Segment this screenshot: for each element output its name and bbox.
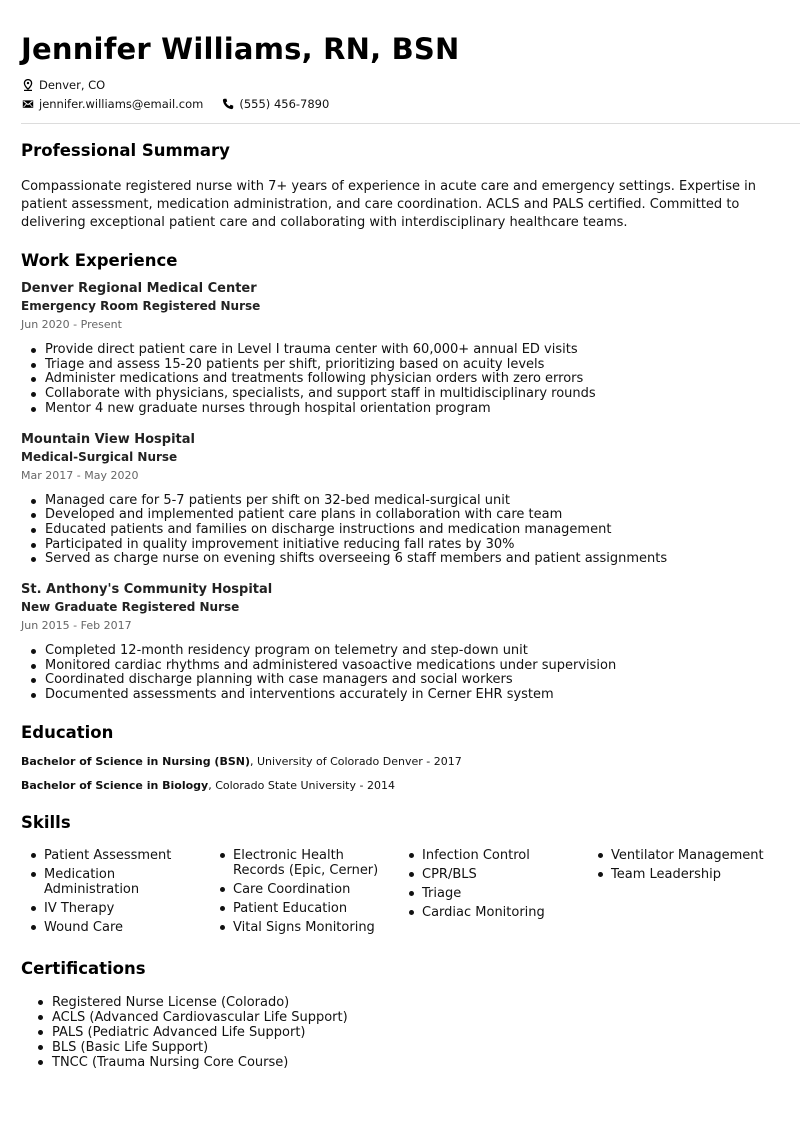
- list-item: Ventilator Management: [588, 848, 777, 863]
- list-item: CPR/BLS: [399, 867, 588, 882]
- job-bullets: [21, 644, 779, 703]
- contact-row-email-phone: [21, 94, 779, 113]
- education-entry: [21, 779, 779, 793]
- experience-heading: Work Experience: [21, 251, 178, 270]
- job-bullets: [21, 343, 779, 417]
- certifications-list: [21, 995, 779, 1070]
- list-item: Completed 12-month residency program on telemetry and step-down unit: [21, 644, 779, 659]
- list-item: Mentor 4 new graduate nurses through hospital orientation program: [21, 402, 779, 417]
- candidate-name: Jennifer Williams, RN, BSN: [21, 32, 460, 66]
- job-entry: [21, 581, 779, 703]
- list-item: Served as charge nurse on evening shifts overseeing 6 staff members and patient assignments: [21, 552, 779, 567]
- list-item: Participated in quality improvement initiative reducing fall rates by 30%: [21, 538, 779, 553]
- location-item: [21, 78, 105, 92]
- header-divider: [21, 123, 800, 124]
- job-company: St. Anthony's Community Hospital: [21, 582, 273, 598]
- list-item: Triage: [399, 886, 588, 901]
- list-item: ACLS (Advanced Cardiovascular Life Support): [21, 1010, 779, 1025]
- list-item: Monitored cardiac rhythms and administered vasoactive medications under supervision: [21, 659, 779, 674]
- job-company: Mountain View Hospital: [21, 431, 195, 447]
- list-item: Developed and implemented patient care plans in collaboration with care team: [21, 508, 779, 523]
- email-text[interactable]: jennifer.williams@email.com: [39, 96, 204, 111]
- location-pin-icon: [21, 78, 35, 92]
- education-section: [21, 722, 779, 793]
- summary-text: Compassionate registered nurse with 7+ years of experience in acute care and emergency settings. Expertise in patient assessment, medication administration, and care coordination. ACLS and PALS certified. Committed to delivering exceptional patient care and collaborating with interdisciplinary healthcare teams.: [21, 179, 756, 230]
- list-item: Patient Education: [210, 901, 399, 916]
- skills-heading: Skills: [21, 812, 71, 832]
- experience-section: [21, 250, 779, 703]
- contact-row-location: [21, 75, 779, 94]
- job-entry: [21, 280, 779, 417]
- phone-icon: [221, 97, 235, 111]
- certifications-heading: Certifications: [21, 958, 146, 978]
- job-title: New Graduate Registered Nurse: [21, 600, 240, 615]
- list-item: Team Leadership: [588, 867, 777, 882]
- phone-item[interactable]: [221, 97, 329, 111]
- skills-grid: [21, 848, 779, 939]
- education-detail: , Colorado State University - 2014: [208, 778, 395, 792]
- job-bullets: [21, 494, 779, 568]
- education-detail: , University of Colorado Denver - 2017: [250, 754, 462, 768]
- job-dates: Jun 2020 - Present: [21, 318, 122, 331]
- list-item: Triage and assess 15-20 patients per shift, prioritizing based on acuity levels: [21, 358, 779, 373]
- skills-column: [21, 848, 210, 939]
- job-title: Medical-Surgical Nurse: [21, 449, 178, 464]
- summary-heading: Professional Summary: [21, 141, 230, 160]
- email-item[interactable]: [21, 97, 203, 111]
- list-item: Coordinated discharge planning with case managers and social workers: [21, 673, 779, 688]
- list-item: Vital Signs Monitoring: [210, 920, 399, 935]
- list-item: Electronic Health Records (Epic, Cerner): [210, 848, 399, 878]
- list-item: Educated patients and families on discharge instructions and medication management: [21, 523, 779, 538]
- list-item: BLS (Basic Life Support): [21, 1040, 779, 1055]
- list-item: Collaborate with physicians, specialists, and support staff in multidisciplinary rounds: [21, 387, 779, 402]
- list-item: Medication Administration: [21, 867, 210, 897]
- job-company: Denver Regional Medical Center: [21, 281, 257, 296]
- list-item: Infection Control: [399, 848, 588, 863]
- envelope-icon: [21, 97, 35, 111]
- job-entry: [21, 431, 779, 568]
- skills-section: [21, 812, 779, 939]
- skills-column: [588, 848, 777, 939]
- education-degree: Bachelor of Science in Nursing (BSN): [21, 754, 251, 768]
- education-degree: Bachelor of Science in Biology: [21, 778, 209, 792]
- contact-info: [21, 75, 779, 113]
- list-item: Patient Assessment: [21, 848, 210, 863]
- job-dates: Mar 2017 - May 2020: [21, 468, 139, 482]
- list-item: IV Therapy: [21, 901, 210, 916]
- certifications-section: [21, 958, 779, 1070]
- phone-text[interactable]: (555) 456-7890: [239, 96, 330, 111]
- list-item: Registered Nurse License (Colorado): [21, 995, 779, 1010]
- job-dates: Jun 2015 - Feb 2017: [21, 619, 132, 633]
- summary-section: [21, 140, 779, 232]
- skills-column: [399, 848, 588, 939]
- list-item: Administer medications and treatments following physician orders with zero errors: [21, 372, 779, 387]
- skills-column: [210, 848, 399, 939]
- education-heading: Education: [21, 722, 114, 742]
- list-item: PALS (Pediatric Advanced Life Support): [21, 1025, 779, 1040]
- list-item: TNCC (Trauma Nursing Core Course): [21, 1055, 779, 1070]
- list-item: Provide direct patient care in Level I trauma center with 60,000+ annual ED visits: [21, 343, 779, 358]
- job-title: Emergency Room Registered Nurse: [21, 299, 261, 313]
- list-item: Wound Care: [21, 920, 210, 935]
- education-entry: [21, 755, 779, 769]
- list-item: Care Coordination: [210, 882, 399, 897]
- list-item: Documented assessments and interventions accurately in Cerner EHR system: [21, 688, 779, 703]
- list-item: Cardiac Monitoring: [399, 905, 588, 920]
- location-text: Denver, CO: [39, 77, 106, 92]
- list-item: Managed care for 5-7 patients per shift on 32-bed medical-surgical unit: [21, 494, 779, 509]
